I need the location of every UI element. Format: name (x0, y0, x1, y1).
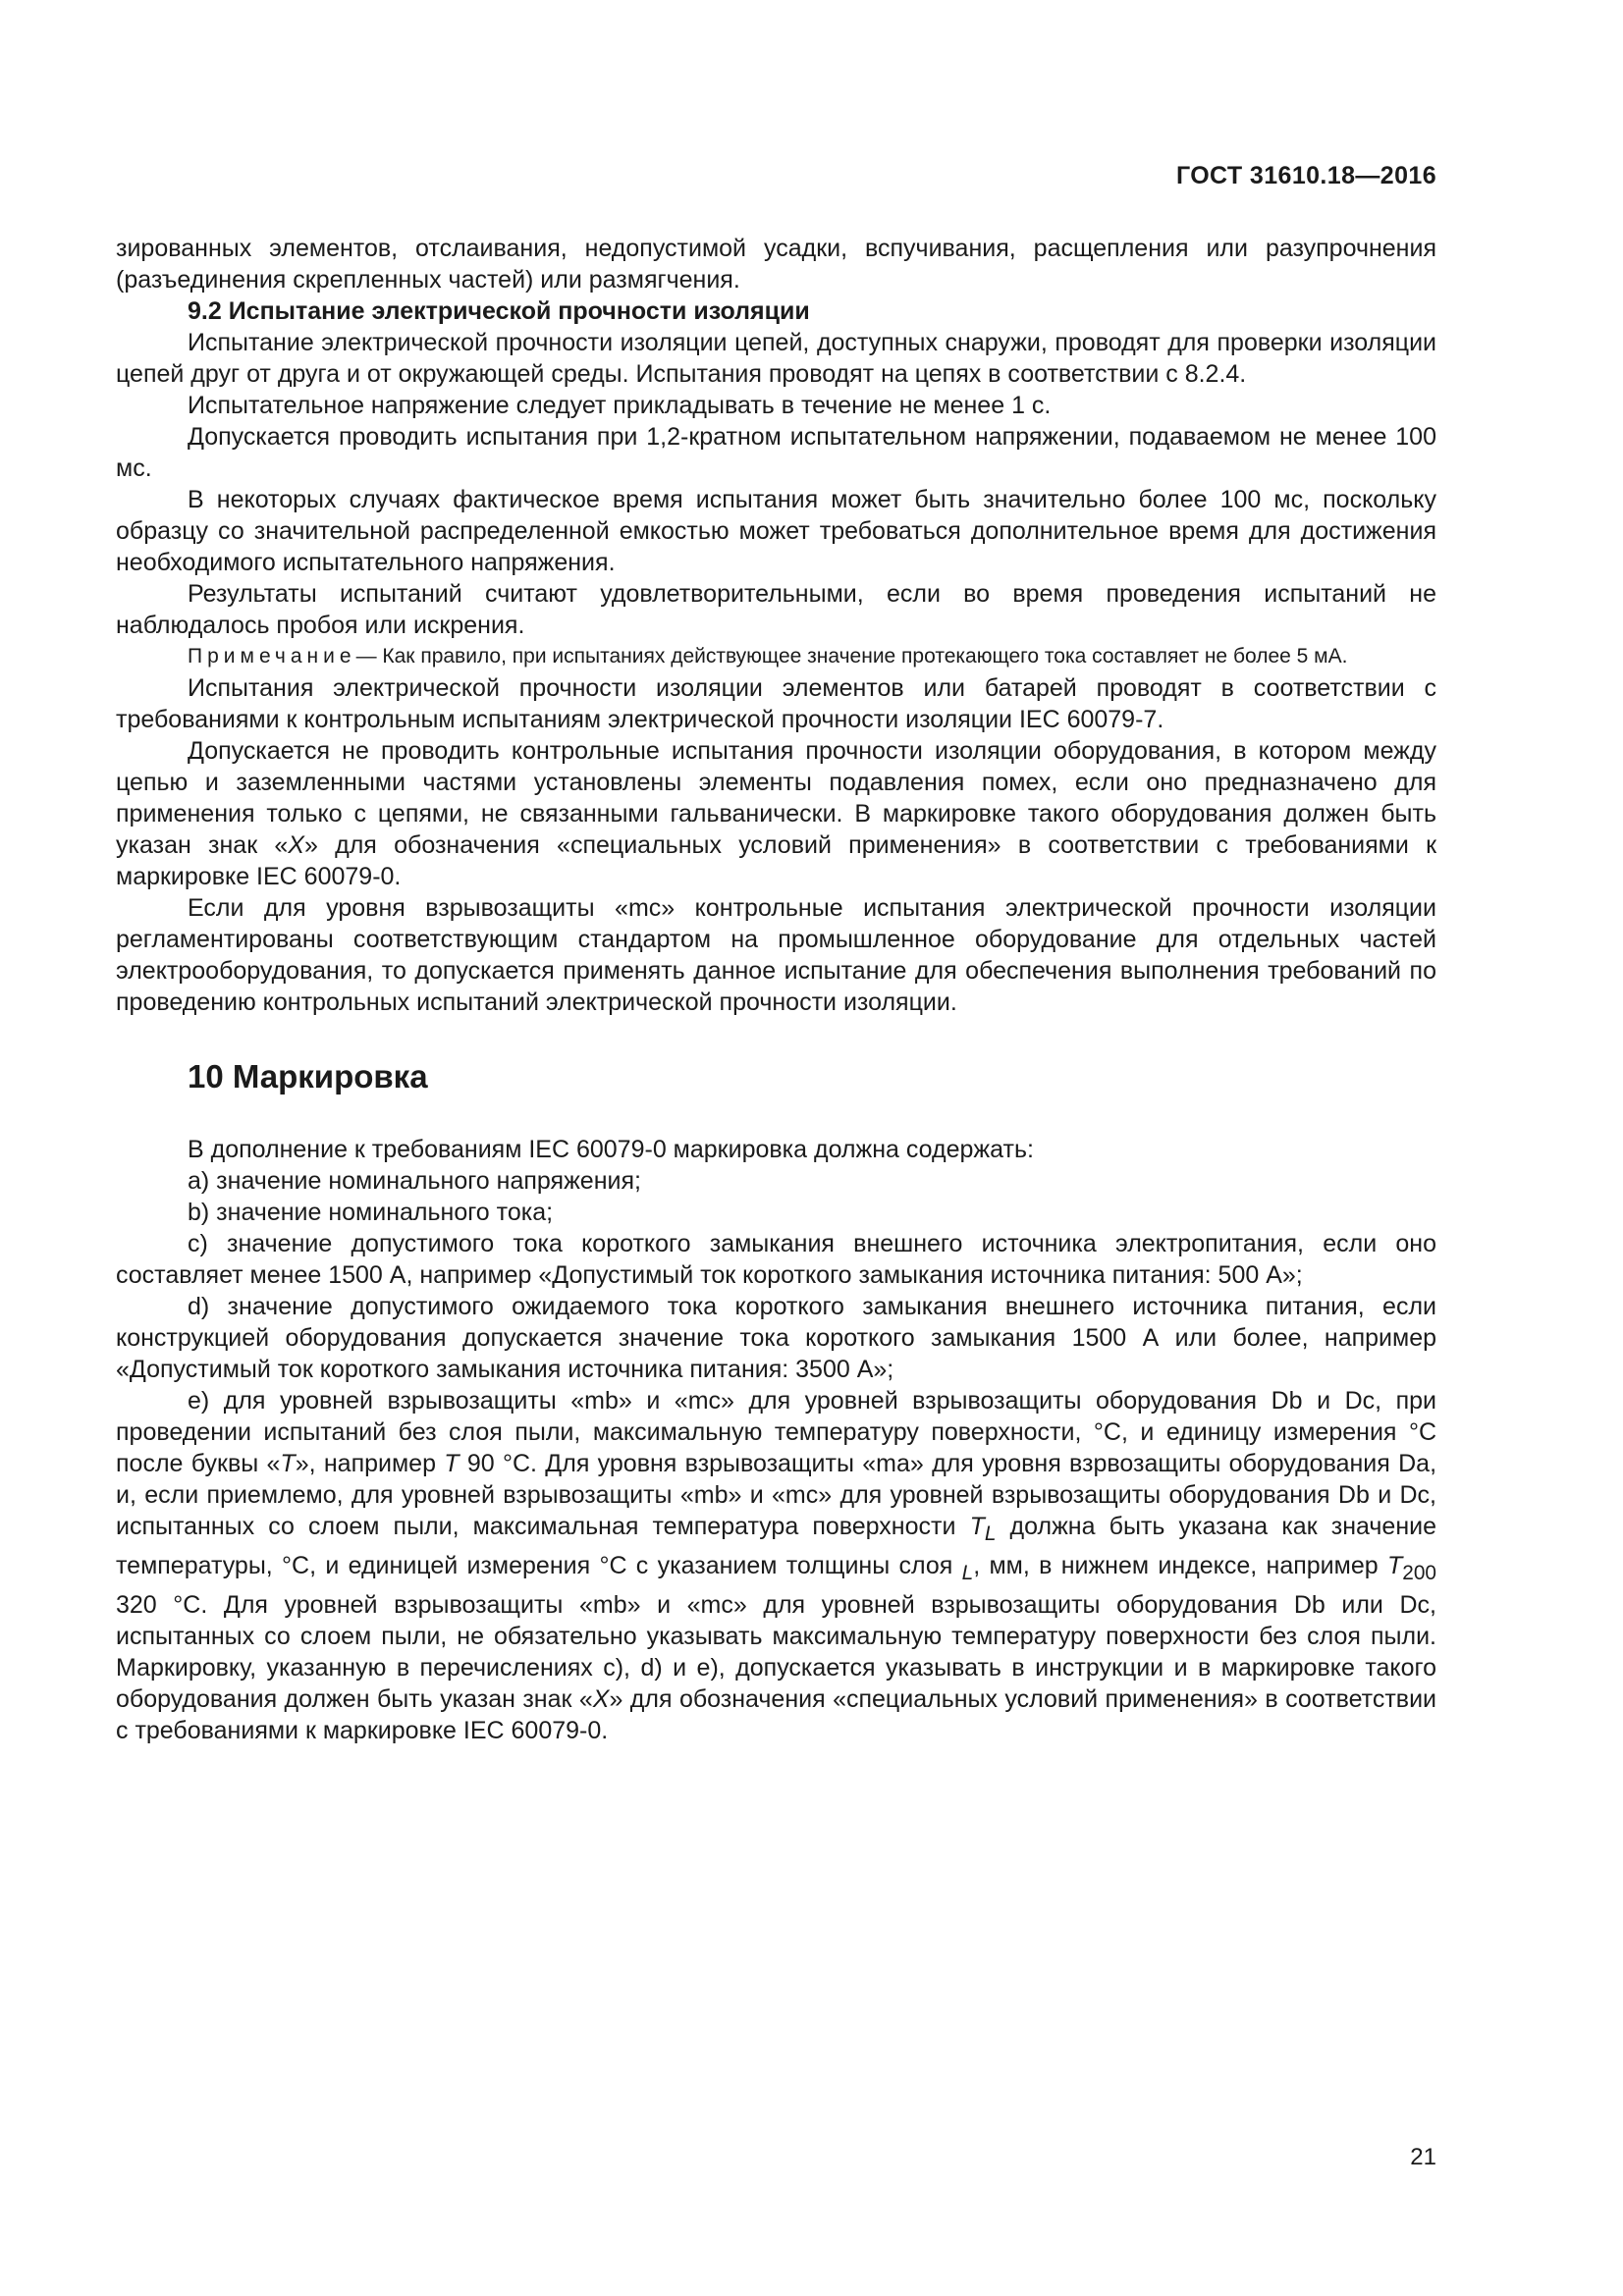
text-run: » для обозначения «специальных условий применения» в соответствии с требованиями к маркировке IEC 60079-0. (116, 831, 1437, 890)
list-item: b) значение номинального тока; (188, 1199, 554, 1226)
text-run: Допускается не проводить контрольные испытания прочности изоляции оборудования, в котором между цепью и заземленными частями установлены элементы подавления помех, если оно предназначено для применения только с цепями, не связанными гальванически. В маркировке такого оборудования должен быть указан знак « (116, 737, 1436, 859)
symbol-t: T (969, 1513, 985, 1540)
paragraph: Испытательное напряжение следует прикладывать в течение не менее 1 с. (188, 392, 1052, 419)
paragraph: Испытания электрической прочности изоляции элементов или батарей проводят в соответствии с требованиями к контрольным испытаниям электрической прочности изоляции IEC 60079-7. (116, 674, 1436, 733)
paragraph: В некоторых случаях фактическое время испытания может быть значительно более 100 мс, поскольку образцу со значительной распределенной емкостью может требоваться дополнительное время для достижения необходимого испытательного напряжения. (116, 486, 1436, 576)
paragraph: Если для уровня взрывозащиты «mc» контрольные испытания электрической прочности изоляции регламентированы соответствующим стандартом на промышленное оборудование для отдельных частей электрооборудования, то допускается применять данное испытание для обеспечения выполнения требований по проведению контрольных испытаний электрической прочности изоляции. (116, 894, 1436, 1016)
paragraph: Допускается проводить испытания при 1,2-кратном испытательном напряжении, подаваемом не менее 100 мс. (116, 423, 1436, 482)
subscript-200: 200 (1402, 1562, 1436, 1584)
section-10-title: 10 Маркировка (188, 1058, 428, 1095)
note (116, 641, 1436, 672)
subscript-l: L (961, 1562, 974, 1584)
document-body (116, 233, 1436, 1746)
note-text: — Как правило, при испытаниях действующее значение протекающего тока составляет не более 5 мА. (355, 645, 1348, 667)
list-item: d) значение допустимого ожидаемого тока короткого замыкания внешнего источника питания, если конструкцией оборудования допускается значение тока короткого замыкания 1500 А или более, например «Допустимый ток короткого замыкания источника питания: 3500 А»; (116, 1293, 1436, 1383)
symbol-t: T (1386, 1552, 1403, 1579)
standard-code-header: ГОСТ 31610.18—2016 (1175, 162, 1436, 189)
page-number: 21 (1410, 2144, 1436, 2170)
list-item: a) значение номинального напряжения; (188, 1167, 641, 1195)
paragraph: В дополнение к требованиям IEC 60079-0 маркировка должна содержать: (188, 1136, 1034, 1163)
section-9-2-title: 9.2 Испытание электрической прочности изоляции (188, 297, 810, 325)
text-run: » для обозначения «специальных условий применения» в соответствии с требованиями к маркировке IEC 60079-0. (116, 1685, 1436, 1744)
paragraph: Результаты испытаний считают удовлетворительными, если во время проведения испытаний не наблюдалось пробоя или искрения. (116, 580, 1436, 639)
symbol-x: X (288, 831, 304, 859)
symbol-t: T (280, 1450, 296, 1477)
text-run: 320 °С. Для уровней взрывозащиты «mb» и «mc» для уровней взрывозащиты оборудования Db или Dc, испытанных со слоем пыли, не обязательно указывать максимальную температуру поверхности без слоя пыли. Маркировку, указанную в перечислениях c), d) и e), допускается указывать в инструкции и в маркировке такого оборудования должен быть указан знак « (116, 1591, 1436, 1713)
paragraph: Испытание электрической прочности изоляции цепей, доступных снаружи, проводят для проверки изоляции цепей друг от друга и от окружающей среды. Испытания проводят на цепях в соответствии с 8.2.4. (116, 329, 1436, 388)
continued-paragraph: зированных элементов, отслаивания, недопустимой усадки, вспучивания, расщепления или разупрочнения (разъединения скрепленных частей) или размягчения. (116, 235, 1436, 294)
symbol-x: X (592, 1685, 610, 1713)
note-label: Примечание (188, 645, 356, 667)
text-run: », например (295, 1450, 445, 1477)
paragraph (116, 735, 1436, 892)
text-run: должна быть указана как значение температуры, °С, и единицей измерения °С с указанием толщины слоя (116, 1513, 1436, 1579)
list-item: c) значение допустимого тока короткого замыкания внешнего источника электропитания, если оно составляет менее 1500 А, например «Допустимый ток короткого замыкания источника питания: 500 А»; (116, 1230, 1436, 1289)
list-item (116, 1385, 1436, 1746)
symbol-t: T (444, 1450, 460, 1477)
text-run: e) для уровней взрывозащиты «mb» и «mc» для уровней взрывозащиты оборудования Db и Dc, при проведении испытаний без слоя пыли, максимальную температуру поверхности, °С, и единицу измерения °С после буквы « (116, 1387, 1436, 1477)
text-run: , мм, в нижнем индексе, например (973, 1552, 1387, 1579)
subscript-l: L (984, 1522, 997, 1545)
text-run: 90 °С. Для уровня взрывозащиты «ma» для уровня взрвозащиты оборудования Da, и, если приемлемо, для уровней взрывозащиты «mb» и «mc» для уровней взрывозащиты оборудования Db и Dc, испытанных со слоем пыли, максимальная температура поверхности (116, 1450, 1437, 1540)
